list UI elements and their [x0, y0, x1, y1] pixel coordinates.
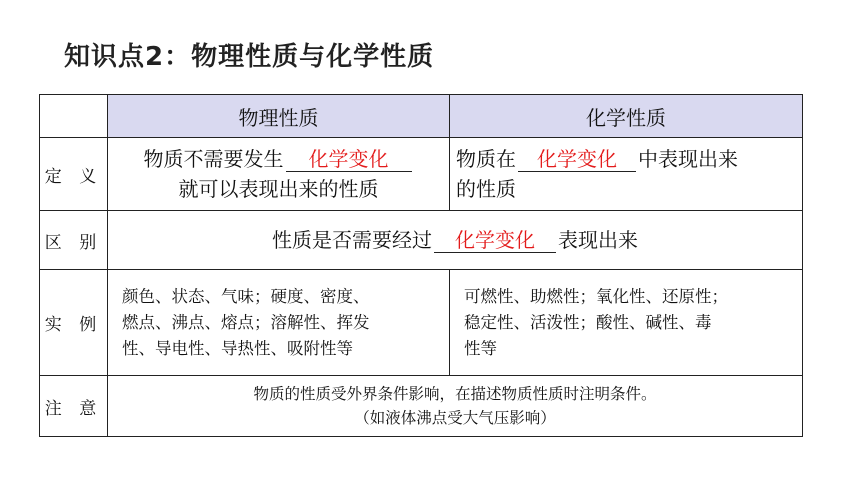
definition-chemical-cell [450, 138, 803, 211]
header-corner-cell [40, 95, 108, 138]
examples-physical-line: 燃点、沸点、熔点；溶解性、挥发 [122, 312, 370, 332]
row-label-definition: 定 义 [40, 138, 108, 211]
definition-physical-answer-blank: 化学变化 [286, 147, 412, 172]
definition-physical-cell [108, 138, 450, 211]
examples-chemical-line: 可燃性、助燃性；氧化性、还原性； [464, 286, 728, 306]
table-row-difference [40, 211, 803, 270]
examples-chemical-line: 性等 [464, 338, 497, 358]
knowledge-table [39, 94, 803, 437]
header-physical-properties: 物理性质 [108, 95, 450, 138]
definition-chemical-text-before: 物质在 [456, 147, 516, 171]
table-row-examples [40, 270, 803, 376]
note-line: （如液体沸点受大气压影响） [354, 409, 556, 427]
definition-chemical-text-after: 中表现出来 [638, 147, 738, 171]
examples-physical-cell [108, 270, 450, 376]
page-title: 知识点2：物理性质与化学性质 [64, 42, 435, 72]
definition-chemical-answer-blank: 化学变化 [518, 147, 636, 172]
row-label-examples: 实 例 [40, 270, 108, 376]
difference-cell [108, 211, 803, 270]
examples-physical-line: 性、导电性、导热性、吸附性等 [122, 338, 353, 358]
table-header-row [40, 95, 803, 138]
difference-text-after: 表现出来 [558, 228, 638, 252]
note-line: 物质的性质受外界条件影响，在描述物质性质时注明条件。 [253, 385, 657, 403]
definition-physical-text-after: 就可以表现出来的性质 [178, 177, 379, 201]
table-row-note [40, 376, 803, 437]
examples-chemical-cell [450, 270, 803, 376]
examples-physical-line: 颜色、状态、气味；硬度、密度、 [122, 286, 370, 306]
row-label-difference: 区 别 [40, 211, 108, 270]
row-label-note: 注 意 [40, 376, 108, 437]
difference-text-before: 性质是否需要经过 [272, 228, 432, 252]
definition-chemical-text-line2: 的性质 [456, 177, 516, 201]
note-cell [108, 376, 803, 437]
examples-chemical-line: 稳定性、活泼性；酸性、碱性、毒 [464, 312, 712, 332]
definition-physical-text-before: 物质不需要发生 [143, 147, 284, 171]
difference-answer-blank: 化学变化 [434, 228, 556, 253]
table-row-definition [40, 138, 803, 211]
header-chemical-properties: 化学性质 [450, 95, 803, 138]
